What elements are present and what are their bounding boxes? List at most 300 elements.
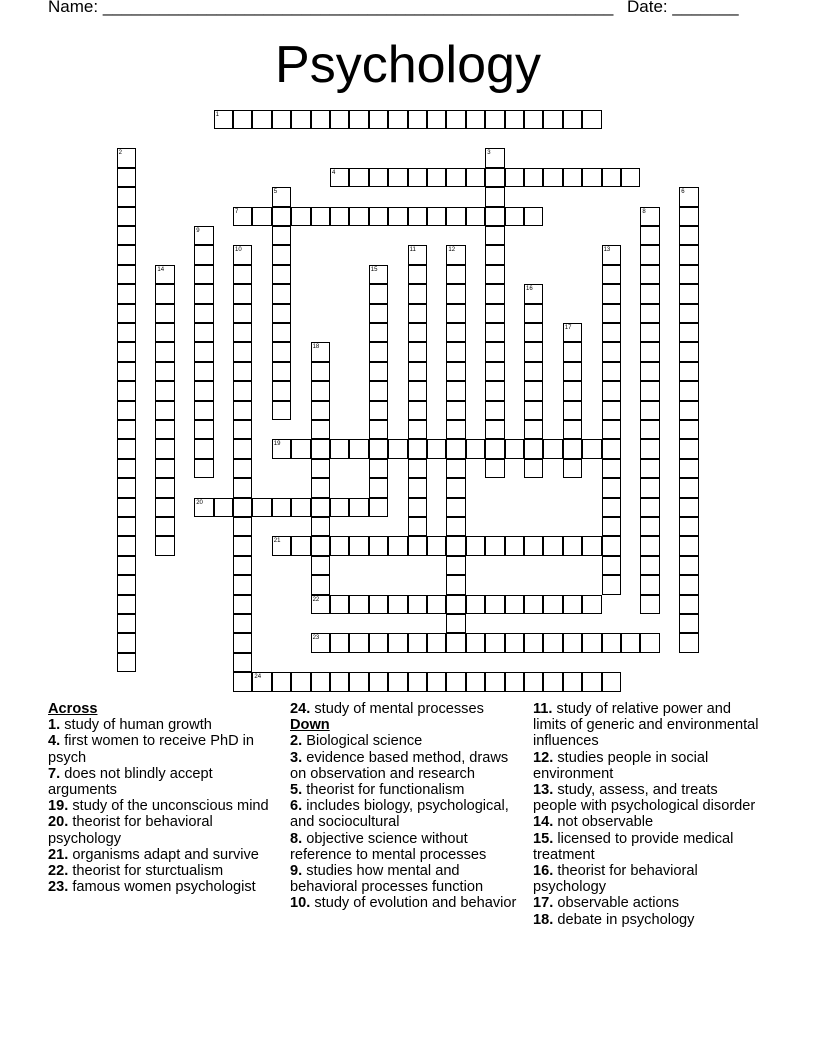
grid-cell[interactable]	[311, 401, 330, 420]
grid-cell[interactable]	[485, 148, 504, 167]
grid-cell[interactable]	[252, 672, 271, 691]
grid-cell[interactable]	[505, 207, 524, 226]
grid-cell[interactable]	[369, 323, 388, 342]
grid-cell[interactable]	[330, 439, 349, 458]
grid-cell[interactable]	[679, 498, 698, 517]
grid-cell[interactable]	[563, 401, 582, 420]
grid-cell[interactable]	[272, 439, 291, 458]
grid-cell[interactable]	[602, 517, 621, 536]
grid-cell[interactable]	[505, 536, 524, 555]
grid-cell[interactable]	[446, 595, 465, 614]
grid-cell[interactable]	[369, 362, 388, 381]
grid-cell[interactable]	[272, 304, 291, 323]
grid-cell[interactable]	[602, 498, 621, 517]
grid-cell[interactable]	[408, 304, 427, 323]
grid-cell[interactable]	[388, 168, 407, 187]
grid-cell[interactable]	[272, 265, 291, 284]
grid-cell[interactable]	[679, 614, 698, 633]
grid-cell[interactable]	[194, 362, 213, 381]
grid-cell[interactable]	[117, 148, 136, 167]
grid-cell[interactable]	[408, 595, 427, 614]
grid-cell[interactable]	[369, 265, 388, 284]
grid-cell[interactable]	[524, 304, 543, 323]
grid-cell[interactable]	[485, 536, 504, 555]
grid-cell[interactable]	[117, 459, 136, 478]
grid-cell[interactable]	[408, 284, 427, 303]
grid-cell[interactable]	[233, 110, 252, 129]
grid-cell[interactable]	[408, 633, 427, 652]
grid-cell[interactable]	[466, 439, 485, 458]
grid-cell[interactable]	[194, 304, 213, 323]
grid-cell[interactable]	[388, 633, 407, 652]
grid-cell[interactable]	[505, 168, 524, 187]
grid-cell[interactable]	[446, 110, 465, 129]
grid-cell[interactable]	[233, 672, 252, 691]
grid-cell[interactable]	[408, 323, 427, 342]
grid-cell[interactable]	[330, 633, 349, 652]
grid-cell[interactable]	[582, 110, 601, 129]
grid-cell[interactable]	[233, 517, 252, 536]
grid-cell[interactable]	[117, 381, 136, 400]
grid-cell[interactable]	[233, 265, 252, 284]
grid-cell[interactable]	[214, 110, 233, 129]
grid-cell[interactable]	[621, 633, 640, 652]
grid-cell[interactable]	[408, 459, 427, 478]
grid-cell[interactable]	[679, 323, 698, 342]
grid-cell[interactable]	[524, 401, 543, 420]
grid-cell[interactable]	[679, 226, 698, 245]
grid-cell[interactable]	[408, 110, 427, 129]
grid-cell[interactable]	[446, 420, 465, 439]
grid-cell[interactable]	[524, 536, 543, 555]
grid-cell[interactable]	[602, 575, 621, 594]
grid-cell[interactable]	[582, 672, 601, 691]
grid-cell[interactable]	[233, 459, 252, 478]
grid-cell[interactable]	[311, 478, 330, 497]
grid-cell[interactable]	[272, 323, 291, 342]
grid-cell[interactable]	[485, 672, 504, 691]
grid-cell[interactable]	[485, 342, 504, 361]
grid-cell[interactable]	[194, 284, 213, 303]
grid-cell[interactable]	[408, 536, 427, 555]
grid-cell[interactable]	[640, 381, 659, 400]
grid-cell[interactable]	[602, 381, 621, 400]
grid-cell[interactable]	[233, 420, 252, 439]
grid-cell[interactable]	[427, 439, 446, 458]
grid-cell[interactable]	[505, 672, 524, 691]
grid-cell[interactable]	[155, 517, 174, 536]
grid-cell[interactable]	[524, 207, 543, 226]
grid-cell[interactable]	[117, 420, 136, 439]
grid-cell[interactable]	[349, 672, 368, 691]
grid-cell[interactable]	[155, 478, 174, 497]
grid-cell[interactable]	[155, 439, 174, 458]
grid-cell[interactable]	[117, 498, 136, 517]
grid-cell[interactable]	[311, 381, 330, 400]
grid-cell[interactable]	[563, 110, 582, 129]
grid-cell[interactable]	[582, 633, 601, 652]
grid-cell[interactable]	[485, 207, 504, 226]
grid-cell[interactable]	[640, 420, 659, 439]
grid-cell[interactable]	[679, 207, 698, 226]
grid-cell[interactable]	[543, 672, 562, 691]
grid-cell[interactable]	[291, 110, 310, 129]
grid-cell[interactable]	[640, 575, 659, 594]
grid-cell[interactable]	[349, 595, 368, 614]
grid-cell[interactable]	[388, 207, 407, 226]
grid-cell[interactable]	[485, 284, 504, 303]
grid-cell[interactable]	[524, 439, 543, 458]
grid-cell[interactable]	[485, 304, 504, 323]
grid-cell[interactable]	[640, 536, 659, 555]
grid-cell[interactable]	[427, 110, 446, 129]
grid-cell[interactable]	[602, 304, 621, 323]
grid-cell[interactable]	[369, 110, 388, 129]
grid-cell[interactable]	[485, 401, 504, 420]
grid-cell[interactable]	[194, 323, 213, 342]
grid-cell[interactable]	[602, 265, 621, 284]
grid-cell[interactable]	[272, 110, 291, 129]
grid-cell[interactable]	[369, 284, 388, 303]
grid-cell[interactable]	[602, 633, 621, 652]
grid-cell[interactable]	[311, 517, 330, 536]
grid-cell[interactable]	[446, 672, 465, 691]
grid-cell[interactable]	[117, 342, 136, 361]
grid-cell[interactable]	[446, 498, 465, 517]
grid-cell[interactable]	[446, 323, 465, 342]
grid-cell[interactable]	[602, 478, 621, 497]
grid-cell[interactable]	[369, 420, 388, 439]
grid-cell[interactable]	[272, 245, 291, 264]
grid-cell[interactable]	[563, 459, 582, 478]
grid-cell[interactable]	[563, 420, 582, 439]
grid-cell[interactable]	[233, 304, 252, 323]
grid-cell[interactable]	[466, 633, 485, 652]
grid-cell[interactable]	[311, 536, 330, 555]
grid-cell[interactable]	[155, 284, 174, 303]
grid-cell[interactable]	[369, 536, 388, 555]
grid-cell[interactable]	[446, 284, 465, 303]
grid-cell[interactable]	[602, 362, 621, 381]
grid-cell[interactable]	[640, 517, 659, 536]
grid-cell[interactable]	[485, 187, 504, 206]
grid-cell[interactable]	[679, 284, 698, 303]
grid-cell[interactable]	[679, 401, 698, 420]
grid-cell[interactable]	[117, 265, 136, 284]
grid-cell[interactable]	[330, 207, 349, 226]
grid-cell[interactable]	[117, 439, 136, 458]
date-line[interactable]: _______	[672, 0, 739, 16]
grid-cell[interactable]	[524, 342, 543, 361]
grid-cell[interactable]	[640, 304, 659, 323]
grid-cell[interactable]	[408, 362, 427, 381]
grid-cell[interactable]	[369, 381, 388, 400]
grid-cell[interactable]	[640, 284, 659, 303]
grid-cell[interactable]	[640, 595, 659, 614]
grid-cell[interactable]	[311, 498, 330, 517]
grid-cell[interactable]	[291, 498, 310, 517]
grid-cell[interactable]	[466, 110, 485, 129]
grid-cell[interactable]	[446, 401, 465, 420]
grid-cell[interactable]	[679, 245, 698, 264]
grid-cell[interactable]	[408, 672, 427, 691]
grid-cell[interactable]	[117, 168, 136, 187]
grid-cell[interactable]	[155, 342, 174, 361]
grid-cell[interactable]	[252, 110, 271, 129]
grid-cell[interactable]	[427, 536, 446, 555]
grid-cell[interactable]	[388, 595, 407, 614]
grid-cell[interactable]	[563, 595, 582, 614]
grid-cell[interactable]	[543, 536, 562, 555]
grid-cell[interactable]	[640, 342, 659, 361]
grid-cell[interactable]	[117, 245, 136, 264]
grid-cell[interactable]	[311, 110, 330, 129]
grid-cell[interactable]	[155, 265, 174, 284]
grid-cell[interactable]	[446, 381, 465, 400]
grid-cell[interactable]	[485, 420, 504, 439]
grid-cell[interactable]	[466, 672, 485, 691]
grid-cell[interactable]	[349, 498, 368, 517]
grid-cell[interactable]	[408, 207, 427, 226]
grid-cell[interactable]	[233, 498, 252, 517]
grid-cell[interactable]	[272, 207, 291, 226]
grid-cell[interactable]	[272, 672, 291, 691]
grid-cell[interactable]	[272, 284, 291, 303]
grid-cell[interactable]	[602, 284, 621, 303]
grid-cell[interactable]	[602, 420, 621, 439]
grid-cell[interactable]	[252, 498, 271, 517]
grid-cell[interactable]	[446, 536, 465, 555]
grid-cell[interactable]	[155, 498, 174, 517]
grid-cell[interactable]	[233, 401, 252, 420]
grid-cell[interactable]	[349, 110, 368, 129]
grid-cell[interactable]	[446, 517, 465, 536]
grid-cell[interactable]	[291, 536, 310, 555]
grid-cell[interactable]	[679, 265, 698, 284]
grid-cell[interactable]	[330, 536, 349, 555]
name-line[interactable]: ______________________________________________________	[102, 0, 614, 16]
grid-cell[interactable]	[563, 672, 582, 691]
grid-cell[interactable]	[640, 245, 659, 264]
grid-cell[interactable]	[602, 168, 621, 187]
grid-cell[interactable]	[408, 381, 427, 400]
grid-cell[interactable]	[485, 245, 504, 264]
grid-cell[interactable]	[388, 536, 407, 555]
grid-cell[interactable]	[582, 595, 601, 614]
grid-cell[interactable]	[466, 536, 485, 555]
grid-cell[interactable]	[563, 362, 582, 381]
grid-cell[interactable]	[505, 633, 524, 652]
grid-cell[interactable]	[311, 439, 330, 458]
grid-cell[interactable]	[446, 556, 465, 575]
grid-cell[interactable]	[446, 478, 465, 497]
grid-cell[interactable]	[117, 284, 136, 303]
grid-cell[interactable]	[563, 381, 582, 400]
grid-cell[interactable]	[446, 342, 465, 361]
grid-cell[interactable]	[485, 168, 504, 187]
grid-cell[interactable]	[272, 187, 291, 206]
grid-cell[interactable]	[466, 168, 485, 187]
grid-cell[interactable]	[408, 245, 427, 264]
grid-cell[interactable]	[524, 284, 543, 303]
grid-cell[interactable]	[233, 284, 252, 303]
grid-cell[interactable]	[369, 459, 388, 478]
grid-cell[interactable]	[679, 633, 698, 652]
grid-cell[interactable]	[679, 575, 698, 594]
grid-cell[interactable]	[408, 439, 427, 458]
grid-cell[interactable]	[233, 439, 252, 458]
grid-cell[interactable]	[233, 653, 252, 672]
grid-cell[interactable]	[485, 459, 504, 478]
grid-cell[interactable]	[679, 381, 698, 400]
grid-cell[interactable]	[291, 207, 310, 226]
grid-cell[interactable]	[233, 207, 252, 226]
grid-cell[interactable]	[446, 439, 465, 458]
grid-cell[interactable]	[679, 536, 698, 555]
grid-cell[interactable]	[466, 595, 485, 614]
grid-cell[interactable]	[233, 595, 252, 614]
grid-cell[interactable]	[233, 342, 252, 361]
grid-cell[interactable]	[679, 362, 698, 381]
grid-cell[interactable]	[330, 595, 349, 614]
grid-cell[interactable]	[524, 323, 543, 342]
grid-cell[interactable]	[233, 381, 252, 400]
grid-cell[interactable]	[408, 517, 427, 536]
grid-cell[interactable]	[543, 439, 562, 458]
grid-cell[interactable]	[194, 459, 213, 478]
grid-cell[interactable]	[466, 207, 485, 226]
grid-cell[interactable]	[640, 478, 659, 497]
grid-cell[interactable]	[446, 575, 465, 594]
grid-cell[interactable]	[446, 207, 465, 226]
grid-cell[interactable]	[311, 420, 330, 439]
grid-cell[interactable]	[602, 459, 621, 478]
grid-cell[interactable]	[679, 420, 698, 439]
grid-cell[interactable]	[640, 265, 659, 284]
grid-cell[interactable]	[640, 439, 659, 458]
grid-cell[interactable]	[233, 556, 252, 575]
grid-cell[interactable]	[369, 595, 388, 614]
grid-cell[interactable]	[155, 459, 174, 478]
grid-cell[interactable]	[369, 439, 388, 458]
grid-cell[interactable]	[602, 556, 621, 575]
grid-cell[interactable]	[524, 672, 543, 691]
grid-cell[interactable]	[446, 265, 465, 284]
grid-cell[interactable]	[155, 420, 174, 439]
grid-cell[interactable]	[349, 207, 368, 226]
grid-cell[interactable]	[640, 459, 659, 478]
grid-cell[interactable]	[117, 614, 136, 633]
grid-cell[interactable]	[563, 633, 582, 652]
grid-cell[interactable]	[272, 498, 291, 517]
grid-cell[interactable]	[505, 439, 524, 458]
grid-cell[interactable]	[640, 362, 659, 381]
grid-cell[interactable]	[485, 323, 504, 342]
grid-cell[interactable]	[640, 633, 659, 652]
grid-cell[interactable]	[369, 168, 388, 187]
grid-cell[interactable]	[349, 168, 368, 187]
grid-cell[interactable]	[117, 323, 136, 342]
grid-cell[interactable]	[233, 614, 252, 633]
grid-cell[interactable]	[485, 362, 504, 381]
grid-cell[interactable]	[582, 168, 601, 187]
grid-cell[interactable]	[117, 304, 136, 323]
grid-cell[interactable]	[582, 536, 601, 555]
grid-cell[interactable]	[640, 323, 659, 342]
grid-cell[interactable]	[311, 633, 330, 652]
grid-cell[interactable]	[117, 575, 136, 594]
grid-cell[interactable]	[233, 633, 252, 652]
grid-cell[interactable]	[427, 595, 446, 614]
grid-cell[interactable]	[194, 342, 213, 361]
grid-cell[interactable]	[233, 323, 252, 342]
grid-cell[interactable]	[311, 575, 330, 594]
grid-cell[interactable]	[369, 498, 388, 517]
grid-cell[interactable]	[117, 478, 136, 497]
grid-cell[interactable]	[233, 536, 252, 555]
grid-cell[interactable]	[155, 381, 174, 400]
grid-cell[interactable]	[505, 110, 524, 129]
grid-cell[interactable]	[679, 342, 698, 361]
grid-cell[interactable]	[311, 556, 330, 575]
grid-cell[interactable]	[679, 187, 698, 206]
grid-cell[interactable]	[272, 362, 291, 381]
grid-cell[interactable]	[485, 633, 504, 652]
grid-cell[interactable]	[524, 110, 543, 129]
grid-cell[interactable]	[602, 342, 621, 361]
grid-cell[interactable]	[485, 595, 504, 614]
grid-cell[interactable]	[330, 672, 349, 691]
grid-cell[interactable]	[446, 304, 465, 323]
grid-cell[interactable]	[543, 595, 562, 614]
grid-cell[interactable]	[679, 304, 698, 323]
grid-cell[interactable]	[117, 187, 136, 206]
grid-cell[interactable]	[427, 633, 446, 652]
grid-cell[interactable]	[563, 439, 582, 458]
grid-cell[interactable]	[582, 439, 601, 458]
grid-cell[interactable]	[524, 633, 543, 652]
grid-cell[interactable]	[252, 207, 271, 226]
grid-cell[interactable]	[408, 498, 427, 517]
grid-cell[interactable]	[388, 110, 407, 129]
grid-cell[interactable]	[117, 226, 136, 245]
grid-cell[interactable]	[155, 304, 174, 323]
grid-cell[interactable]	[679, 439, 698, 458]
grid-cell[interactable]	[194, 401, 213, 420]
grid-cell[interactable]	[563, 323, 582, 342]
grid-cell[interactable]	[155, 362, 174, 381]
grid-cell[interactable]	[621, 168, 640, 187]
grid-cell[interactable]	[194, 498, 213, 517]
grid-cell[interactable]	[233, 478, 252, 497]
grid-cell[interactable]	[602, 439, 621, 458]
grid-cell[interactable]	[369, 478, 388, 497]
grid-cell[interactable]	[427, 168, 446, 187]
grid-cell[interactable]	[602, 323, 621, 342]
grid-cell[interactable]	[408, 420, 427, 439]
grid-cell[interactable]	[524, 362, 543, 381]
grid-cell[interactable]	[408, 478, 427, 497]
grid-cell[interactable]	[543, 110, 562, 129]
grid-cell[interactable]	[602, 401, 621, 420]
grid-cell[interactable]	[349, 536, 368, 555]
grid-cell[interactable]	[446, 168, 465, 187]
grid-cell[interactable]	[194, 245, 213, 264]
grid-cell[interactable]	[427, 672, 446, 691]
grid-cell[interactable]	[640, 556, 659, 575]
grid-cell[interactable]	[194, 420, 213, 439]
grid-cell[interactable]	[214, 498, 233, 517]
